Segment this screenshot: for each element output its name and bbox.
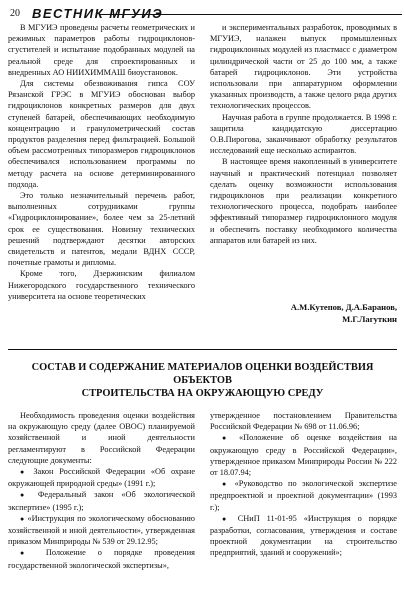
bullet-text: ● СНиП 11-01-95 «Инструкция о порядке разработки, согласования, утверждения и составе проектной документации на строительство предприятий, зданий и сооружений»;	[210, 514, 397, 558]
page-number: 20	[10, 8, 20, 19]
authors-signature	[210, 301, 397, 325]
list-item	[8, 547, 195, 570]
authors-line: М.Г.Лагуткин	[342, 314, 397, 324]
right-column-top	[210, 22, 397, 246]
section-divider	[8, 349, 397, 350]
list-item	[210, 513, 397, 559]
paragraph: Необходимость проведения оценки воздействия на окружающую среду (далее ОВОС) планируемой хозяйственной и иной деятельности регламентируют в Российской Федерации следующие документы:	[8, 411, 195, 465]
bullet-text: ● Закон Российской Федерации «Об охране окружающей природной среды» (1991 г.);	[8, 467, 195, 488]
bullet-text: ● Положение о порядке проведения государственной экологической экспертизы»,	[8, 548, 195, 569]
paragraph: Кроме того, Дзержинским филиалом Нижегородского государственного технического университета на основе теоретических	[8, 269, 195, 301]
bullet-text: ● «Инструкция по экологическому обоснованию хозяйственной и иной деятельности», утвержденная приказом Минприроды № 539 от 29.12.95;	[8, 514, 195, 546]
article-title-line: СОСТАВ И СОДЕРЖАНИЕ МАТЕРИАЛОВ ОЦЕНКИ ВОЗДЕЙСТВИЯ ОБЪЕКТОВ	[31, 362, 374, 386]
article-title-line: СТРОИТЕЛЬСТВА НА ОКРУЖАЮЩУЮ СРЕДУ	[81, 388, 324, 399]
list-item	[8, 513, 195, 548]
left-column-bottom	[8, 410, 195, 571]
bullet-text: ● «Руководство по экологической экспертизе предпроектной и проектной документации» (1993 г.);	[210, 479, 397, 511]
paragraph: Для системы обезвоживания гипса СОУ Рязанской ГРЭС в МГУИЭ обоснован выбор гидроциклонов конкретных размеров для двух ступеней батарей, обеспечивающих необходимую концентрацию и гранулометрический состав продуктов разделения перед фильтрацией. Большой объем рассмотренных типоразмеров гидроциклонов обеспечивался использованием программы по методу расчета на основе детерминированного подхода.	[8, 79, 195, 189]
paragraph: Это только незначительный перечень работ, выполненных сотрудниками группы «Гидроциклонирование», более чем за 25-летний срок ее существования. Новизну технических решений подтверждают десятки авторских свидетельств и патентов, медали ВДНХ СССР, почетные грамоты и дипломы.	[8, 191, 195, 268]
list-item	[210, 478, 397, 513]
paragraph: и экспериментальных разработок, проводимых в МГУИЭ, налажен выпуск промышленных гидроциклонных модулей из пластмасс с диаметром цилиндрической части от 25 до 100 мм, а также батарей гидроциклонов. Эти устройства использовали при аппаратурном оформлении указанных производств, а также целого ряда других технологических процессов.	[210, 23, 397, 111]
article-title	[8, 361, 397, 400]
paragraph: В настоящее время накопленный в университете научный и практический потенциал позволяет сделать оценку возможности использования гидроциклонов при реализации конкретного технологического процесса, подобрать наиболее эффективный типоразмер гидроциклонного модуля и обеспечить поставку необходимого количества аппаратов или батарей из них.	[210, 157, 397, 245]
bullet-text: ● Федеральный закон «Об экологической экспертизе» (1995 г.);	[8, 490, 195, 511]
list-item	[8, 489, 195, 512]
list-item	[8, 466, 195, 489]
paragraph: В МГУИЭ проведены расчеты геометрических и режимных параметров работы гидроциклонов-сгустителей и испытание подобранных модулей на реальной среде для спроектированных и внедренных АО НИИХИММАШ биоустановок.	[8, 23, 195, 77]
list-item	[210, 432, 397, 478]
paragraph: Научная работа в группе продолжается. В 1998 г. защитила кандидатскую диссертацию О.В.Пирогова, заканчивают обработку результатов исследований еще несколько аспирантов.	[210, 112, 397, 156]
authors-line: А.М.Кутепов, Д.А.Баранов,	[290, 302, 397, 312]
bullet-text: ● «Положение об оценке воздействия на окружающую среду в Российской Федерации», утвержденное приказом Минприроды России № 222 от 18.07.94;	[210, 433, 397, 477]
header-rule	[100, 14, 402, 15]
right-column-bottom	[210, 410, 397, 559]
left-column-top	[8, 22, 195, 302]
paragraph: утвержденное постановлением Правительства Российской Федерации № 698 от 11.06.96;	[210, 411, 397, 432]
journal-title: ВЕСТНИК МГУИЭ	[32, 6, 164, 21]
